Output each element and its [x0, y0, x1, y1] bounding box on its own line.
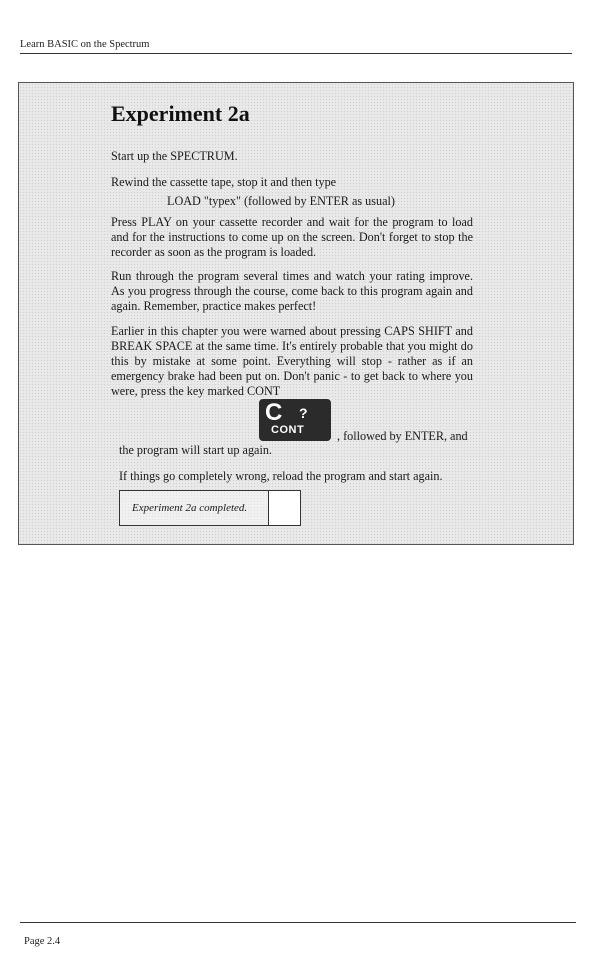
key-symbol: ? [299, 405, 308, 421]
running-header: Learn BASIC on the Spectrum [20, 39, 150, 50]
paragraph-rewind: Rewind the cassette tape, stop it and then type [111, 175, 337, 189]
cont-key-icon [259, 399, 331, 441]
completed-label: Experiment 2a completed. [132, 502, 248, 514]
paragraph-run: Run through the program several times and watch your rating improve. As you progress through the course, come back to this program again and again. Remember, practice makes perfect! [111, 269, 473, 313]
paragraph-again: the program will start up again. [119, 443, 272, 457]
paragraph-start: Start up the SPECTRUM. [111, 149, 238, 163]
paragraph-wrong: If things go completely wrong, reload the program and start again. [119, 469, 443, 483]
load-command: LOAD "typex" (followed by ENTER as usual) [167, 194, 395, 208]
page-number: Page 2.4 [24, 936, 61, 947]
paragraph-followed: , followed by ENTER, and [337, 429, 468, 443]
key-keyword: CONT [271, 424, 305, 436]
paragraph-earlier: Earlier in this chapter you were warned about pressing CAPS SHIFT and BREAK SPACE at the same time. It's entirely probable that you might do this by mistake at some point. Everything will stop - rather as if an emergency brake had been put on. Don't panic - to get back to where you were, press the key marked CONT [111, 324, 473, 398]
completed-box [119, 490, 301, 526]
key-main-letter: C [265, 399, 283, 426]
experiment-title: Experiment 2a [111, 101, 250, 126]
footer-rule [20, 922, 576, 923]
completed-checkbox[interactable] [268, 490, 301, 526]
experiment-box [18, 82, 574, 545]
header-rule [20, 53, 572, 54]
paragraph-play: Press PLAY on your cassette recorder and wait for the program to load and for the instructions to come up on the screen. Don't forget to stop the recorder as soon as the program is loaded. [111, 215, 473, 259]
